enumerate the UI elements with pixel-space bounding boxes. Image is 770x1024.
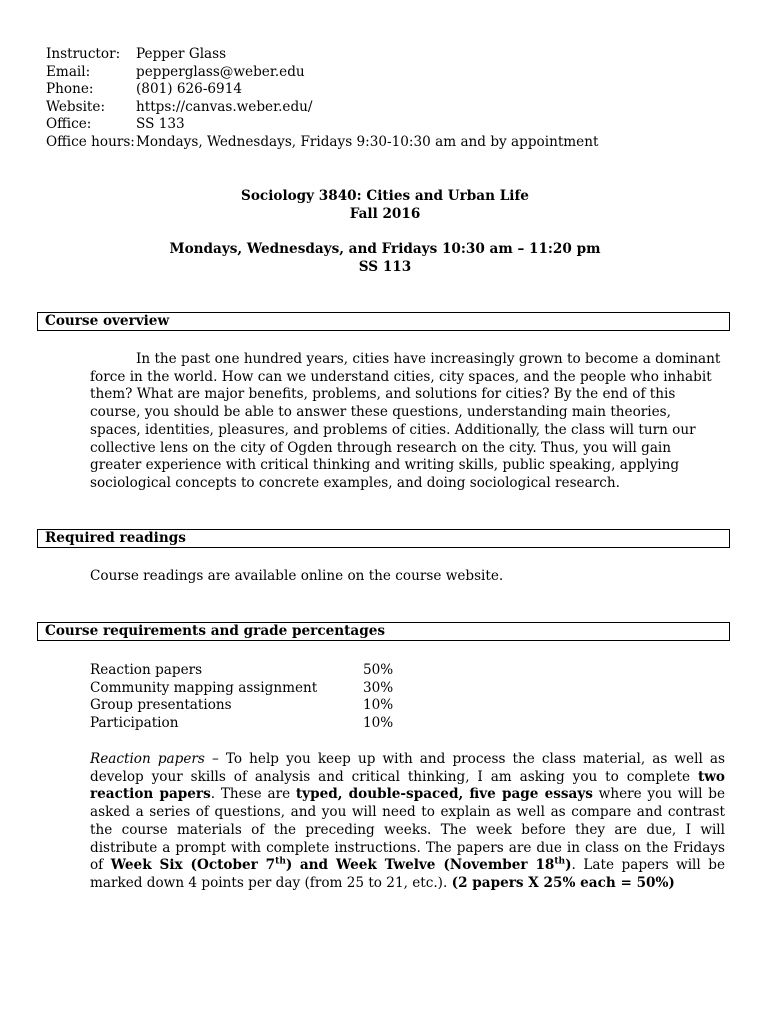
grade-percent: 10% [363, 697, 394, 714]
week-six-date: Week Six (October 7th) [110, 856, 293, 874]
grade-item: Group presentations [90, 697, 232, 714]
course-term: Fall 2016 [349, 206, 421, 222]
section-heading-readings: Required readings [37, 529, 730, 548]
contact-label: Instructor: [46, 46, 121, 62]
bold-run: typed, double-spaced, five page essays [295, 786, 593, 803]
text-run: . Late papers will be marked down 4 points per day (from 25 to 21, etc.). [90, 857, 726, 891]
grade-summary: (2 papers X 25% each = 50%) [451, 874, 675, 891]
contact-row-office [46, 116, 598, 134]
grade-item: Reaction papers [90, 662, 203, 678]
text-run: – To help you keep up with and process the class material, as well as develop your skills of analysis and critical thinking, I am asking you to complete [90, 751, 725, 785]
grade-row [90, 715, 393, 733]
grade-row [90, 662, 393, 680]
reaction-papers-paragraph [90, 751, 725, 893]
contact-value: https://canvas.weber.edu/ [136, 98, 313, 115]
instructor-contact-block [46, 46, 598, 152]
contact-value: (801) 626-6914 [136, 81, 243, 98]
contact-value: SS 133 [136, 116, 185, 133]
course-schedule-block [0, 240, 770, 276]
contact-row-website [46, 99, 598, 117]
grade-row [90, 697, 393, 715]
grade-percent: 30% [363, 679, 394, 696]
course-room: SS 113 [358, 259, 412, 275]
contact-label: Office: [46, 116, 92, 133]
contact-label: Email: [46, 63, 91, 80]
contact-row-instructor [46, 46, 598, 64]
section-heading-overview: Course overview [37, 312, 730, 331]
contact-row-phone [46, 81, 598, 99]
text-run: . These are [210, 786, 296, 803]
course-title: Sociology 3840: Cities and Urban Life [241, 188, 529, 204]
grade-item: Participation [90, 714, 179, 731]
contact-label: Office hours: [46, 133, 135, 150]
grade-percent: 10% [363, 714, 394, 731]
overview-paragraph: In the past one hundred years, cities have increasingly grown to become a dominant force in the world. How can we understand cities, city spaces, and the people who inhabit them? What are major benefits, problems, and solutions for cities? By the end of this course, you should be able to answer these questions, understanding main theories, spaces, identities, pleasures, and problems of cities. Additionally, the class will turn our collective lens on the city of Ogden through research on the city. Thus, you will gain greater experience with critical thinking and writing skills, public speaking, applying sociological concepts to concrete examples, and doing sociological research. [90, 351, 721, 491]
week-twelve-date: and Week Twelve (November 18th) [299, 856, 572, 874]
reaction-papers-label: Reaction papers [90, 751, 205, 767]
text-run: where you will be asked a series of questions, and you will need to explain as well as compare and contrast the course materials of the preceding weeks. The week before they are due, I will distribute a prompt with complete instructions. The papers are due in class on the Fridays of [90, 786, 725, 874]
contact-value: Pepper Glass [136, 46, 227, 62]
section-heading-requirements: Course requirements and grade percentages [37, 622, 730, 641]
contact-label: Phone: [46, 81, 94, 98]
contact-row-email [46, 64, 598, 82]
grade-percentages-list [90, 662, 393, 732]
contact-value: pepperglass@weber.edu [136, 63, 305, 80]
bold-run: two reaction papers [90, 768, 725, 803]
course-schedule: Mondays, Wednesdays, and Fridays 10:30 am – 11:20 pm [169, 241, 601, 257]
grade-item: Community mapping assignment [90, 679, 318, 696]
contact-value: Mondays, Wednesdays, Fridays 9:30-10:30 am and by appointment [136, 133, 599, 150]
course-title-block [0, 187, 770, 223]
contact-row-office-hours [46, 134, 598, 152]
contact-label: Website: [46, 98, 106, 115]
readings-paragraph: Course readings are available online on the course website. [90, 568, 504, 584]
grade-percent: 50% [363, 662, 394, 678]
grade-row [90, 680, 393, 698]
